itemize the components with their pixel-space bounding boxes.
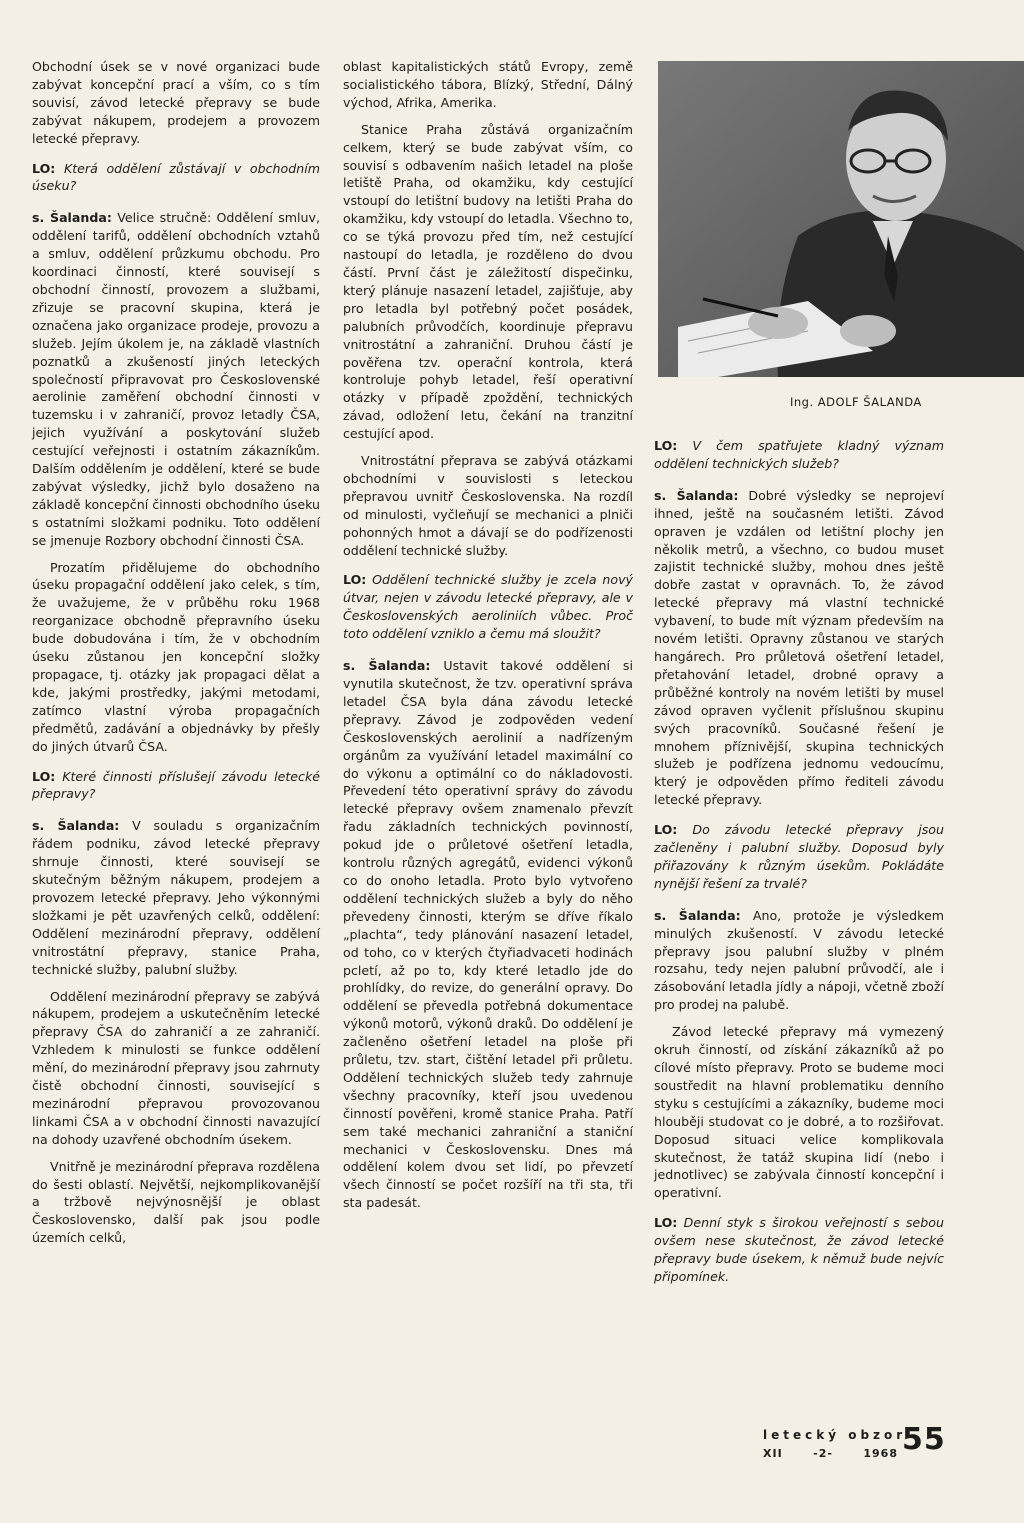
paragraph-text: Dobré výsledky se neprojeví ihned, ještě na současném letišti. Závod opraven je vzdálen od letištní plochy jen několik metrů, a všechno, co budou muset zajistit technické služby, mohou dnes ještě dobře zastat v opravnách. To, že závod letecké přepravy má vlastní technické vybavení, to bude mít význam především na novém letišti. Opravny zůstanou ve starých hangárech. Pro průletová ošetření letadel, přetahování letadel, drobné opravy a průběžné kontroly na novém letišti by musel závod opraven vyčlenit příslušnou skupinu svých pracovníků. Současné řešení je mnohem příznivější, skupina technických služeb je podřízena jednomu vedoucímu, který je odpověden přímo řediteli závodu letecké přepravy. [654, 487, 944, 808]
interview-question [343, 571, 633, 643]
interview-answer [32, 209, 320, 549]
paragraph: Stanice Praha zůstává organizačním celkem, který se bude zabývat vším, co souvisí s odbavením našich letadel na ploše letiště Praha, od okamžiku, kdy cestující vstoupí do letištní budovy na letišti Praha do okamžiku, kdy vstoupí do letadla. Všechno to, co se týká provozu před tím, než cestující nastoupí do letadla, je rozděleno do dvou částí. První část je záležitostí dispečinku, který plánuje nasazení letadel, zajišťuje, aby pro letadla byl potřebný počet posádek, palubních průvodčích, koordinuje přepravu vnitrostátní a zahraniční. Druhou částí je pověřena tzv. operační kontrola, která kontroluje pohyb letadel, řeší operativní otázky v případě zpoždění, technických závad, odložení letu, čekání na tranzitní cestující apod. [343, 121, 633, 442]
portrait-photo [658, 61, 1024, 377]
volume: XII [763, 1447, 783, 1460]
speaker-label: LO: [654, 1215, 678, 1231]
paragraph-text: Ustavit takové oddělení si vynutila skutečnost, že tzv. operativní správa letadel ČSA byla dána závodu letecké přepravy. Závod je zodpověden vedení Československých aerolinií a nadřízeným orgánům za využívání letadel maximální co do výkonu a optimální co do nákladovosti. Převedení této operativní správy do závodu letecké přepravy ovšem znamenalo převzít řadu základních technických povinností, pokud jde o průletové ošetření letadla, kontrolu různých agregátů, evidenci výkonů co do onoho letadla. Proto bylo vytvořeno oddělení technických služeb a byly do něho převedeny činnosti, kterým se dříve říkalo „plachta“, tedy plánování nasazení letadel, od toho, co v kterých čtyřiadvaceti hodinách pcletí, až po to, kdy které letadlo jde do prohlídky, do revize, do generální opravy. Do oddělení se převedla potřebná dokumentace výkonů motorů, výkonů draků. Do oddělení je začleněno ošetření letadel na ploše při průletu, tzv. start, čištění letadel při průletu. Oddělení technických služeb tedy zahrnuje všechny pracovníky, kteří jsou uvedenou činností pověřeni, kromě stanice Praha. Patří sem také mechanici zahraniční a staniční mechanici v Československu. Dnes má oddělení kolem dvou set lidí, po převzetí všech činností se počet rozšíří na tři sta, tři sta padesát. [343, 658, 633, 1211]
paragraph-text: Které činnosti příslušejí závodu letecké přepravy? [32, 768, 320, 802]
speaker-label: LO: [654, 822, 678, 838]
text-column-1 [32, 58, 320, 1256]
paragraph-text: Oddělení technické služby je zcela nový útvar, nejen v závodu letecké přepravy, ale v Československých aeroliniích vůbec. Proč toto oddělení vzniklo a čemu má sloužit? [343, 572, 633, 642]
speaker-label: s. Šalanda: [32, 210, 112, 226]
speaker-label: LO: [343, 572, 367, 588]
year: 1968 [863, 1447, 898, 1460]
speaker-label: s. Šalanda: [32, 818, 120, 834]
paragraph: Prozatím přidělujeme do obchodního úseku propagační oddělení jako celek, s tím, že uvažujeme, že v průběhu roku 1968 reorganizace obchodně přepravního úseku bude dobudována i tím, že v obchodním úseku zůstanou jen koncepční složky propagace, tj. otázky jak propagaci dělat a kde, jakými prostředky, jakými metodami, zatímco vlastní výroba propagačních předmětů, zadávání a objednávky by přešly do jiných útvarů ČSA. [32, 559, 320, 754]
paragraph: Vnitrostátní přeprava se zabývá otázkami obchodními v souvislosti s leteckou přepravou uvnitř Československa. Na rozdíl od minulosti, vyčleňují se mechanici a plniči pohonných hmot a dávají se do podřízenosti oddělení technické služby. [343, 453, 633, 558]
speaker-label: LO: [654, 438, 678, 453]
issue-info [763, 1447, 898, 1460]
interview-question [32, 160, 320, 196]
paragraph: Závod letecké přepravy má vymezený okruh činností, od získání zákazníků až po cílové místo přepravy. Proto se budeme moci soustředit na hlavní problematiku denního styku s cestujícími a zákazníky, budeme moci hlouběji studovat co je dobré, a to rozšiřovat. Doposud situaci velice komplikovala skutečnost, že tatáž skupina lidí (nebo i jednotlivec) se zabývala činností koncepční i operativní. [654, 1024, 944, 1201]
interview-answer [654, 907, 944, 1014]
speaker-label: LO: [32, 768, 56, 784]
paragraph: oblast kapitalistických států Evropy, země socialistického tábora, Blízký, Střední, Dálný východ, Afrika, Amerika. [343, 59, 633, 110]
speaker-label: LO: [32, 160, 56, 176]
photo-caption: Ing. ADOLF ŠALANDA [790, 395, 922, 409]
speaker-label: s. Šalanda: [654, 907, 741, 923]
interview-answer [32, 817, 320, 978]
issue-number: -2- [813, 1447, 833, 1460]
paragraph: Vnitřně je mezinárodní přeprava rozdělena do šesti oblastí. Největší, nejkomplikovanější a tržbově nejvýnosnější je oblast Československo, další pak jsou podle územích celků, [32, 1158, 320, 1246]
interview-question [654, 1214, 944, 1286]
page-number: 55 [902, 1422, 946, 1457]
text-column-3 [654, 425, 944, 1300]
interview-answer [343, 657, 633, 1212]
paragraph: Oddělení mezinárodní přepravy se zabývá nákupem, prodejem a uskutečněním letecké přepravy ČSA do zahraničí a ze zahraničí. Vzhledem k minulosti se funkce oddělení mění, do mezinárodní přepravy jsou zahrnuty čistě obchodní činnosti, související s mezinárodní přepravou provozovanou linkami ČSA a v obchodní činnosti navazující na dohody uzavřené obchodním úsekem. [32, 988, 320, 1147]
portrait-illustration [658, 61, 1024, 377]
paragraph-text: V čem spatřujete kladný význam oddělení technických služeb? [654, 438, 944, 471]
text-column-2 [343, 58, 633, 1221]
paragraph-text: Denní styk s širokou veřejností s sebou ovšem nese skutečnost, že závod letecké přepravy bude úsekem, k němuž bude nejvíc připomínek. [654, 1215, 944, 1284]
interview-question [32, 768, 320, 804]
paragraph-text: Která oddělení zůstávají v obchodním úseku? [32, 160, 320, 194]
interview-question [654, 821, 944, 893]
speaker-label: s. Šalanda: [343, 658, 431, 674]
paragraph-text: Ano, protože je výsledkem minulých zkušeností. V závodu letecké přepravy jsou palubní služby v plném rozsahu, tedy nejen palubní průvodčí, ale i zásobování letadla jídly a nápoji, včetně zboží pro prodej na palubě. [654, 907, 944, 1013]
paragraph-text: Do závodu letecké přepravy jsou začleněny i palubní služby. Doposud byly přiřazovány k různým úsekům. Pokládáte nynější řešení za trvalé? [654, 822, 944, 891]
interview-answer [654, 487, 944, 809]
paragraph-text: Velice stručně: Oddělení smluv, oddělení tarifů, oddělení obchodních vztahů a smluv, oddělení průzkumu obchodu. Pro koordinaci činností, které souvisejí s obchodní činností, provozem a službami, zřizuje se pracovní skupina, která je označena jako organizace prodeje, provozu a služeb. Jejím úkolem je, na základě vlastních poznatků a zkušeností jiných leteckých společností připravovat pro Československé aerolinie zaměření obchodní činnosti v tuzemsku i v zahraničí, provoz letadly ČSA, jejich využívání a poskytování služeb cestující veřejnosti i ostatním zákazníkům. Dalším oddělením je oddělení, které se bude zabývat výsledky, jichž bylo dosaženo na základě koncepční činnosti obchodního úseku s ostatními složkami podniku. Toto oddělení se jmenuje Rozbory obchodní činnosti ČSA. [32, 210, 320, 548]
paragraph: Obchodní úsek se v nové organizaci bude zabývat koncepční prací a vším, co s tím souvisí, závod letecké přepravy se bude zabývat nákupem, prodejem a provozem letecké přepravy. [32, 59, 320, 146]
paragraph-text: V souladu s organizačním řádem podniku, závod letecké přepravy shrnuje činnosti, které souvisejí se skutečným běžným nákupem, prodejem a provozem letecké přepravy. Jeho výkonnými složkami je pět uzavřených celků, oddělení: Oddělení mezinárodní přepravy, oddělení vnitrostátní přepravy, stanice Praha, technické služby, palubní služby. [32, 818, 320, 977]
speaker-label: s. Šalanda: [654, 487, 739, 503]
magazine-title: letecký obzor [763, 1428, 907, 1442]
interview-question [654, 437, 944, 473]
